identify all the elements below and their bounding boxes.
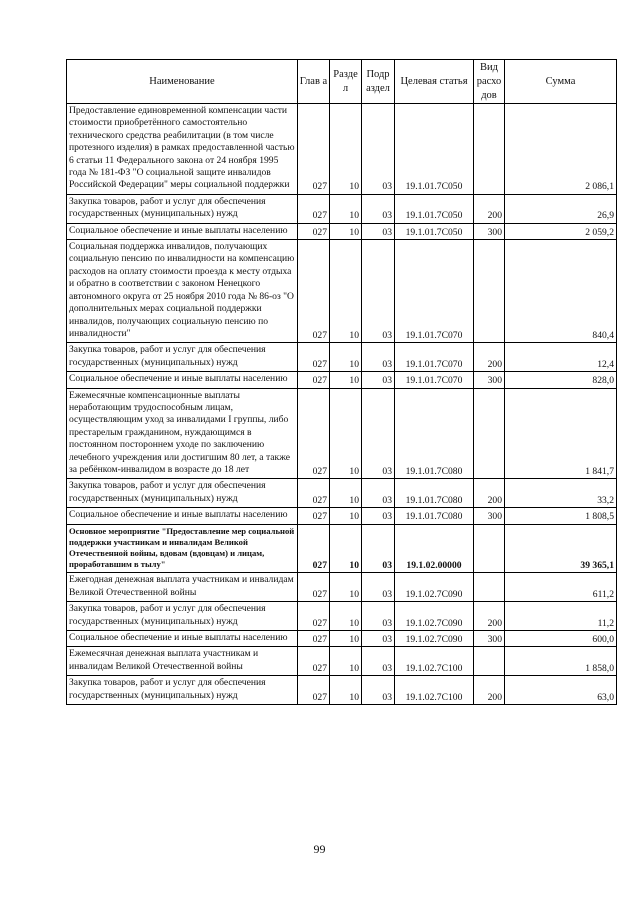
cell-section: 10 — [330, 223, 362, 239]
cell-target: 19.1.02.7С100 — [395, 676, 474, 705]
table-row — [67, 676, 617, 705]
table-row — [67, 573, 617, 602]
cell-section: 10 — [330, 647, 362, 676]
cell-chapter: 027 — [298, 508, 330, 524]
header-target: Целевая статья — [395, 60, 474, 104]
cell-target: 19.1.02.7С090 — [395, 631, 474, 647]
cell-expense-type — [474, 240, 505, 343]
cell-expense-type: 300 — [474, 223, 505, 239]
cell-expense-type: 300 — [474, 372, 505, 388]
table-row — [67, 223, 617, 239]
cell-name: Социальное обеспечение и иные выплаты населению — [67, 508, 298, 524]
table-body — [67, 104, 617, 705]
cell-subsection: 03 — [362, 479, 395, 508]
cell-name: Социальное обеспечение и иные выплаты населению — [67, 631, 298, 647]
table-row — [67, 240, 617, 343]
cell-name: Закупка товаров, работ и услуг для обеспечения государственных (муниципальных) нужд — [67, 343, 298, 372]
cell-name: Ежемесячные компенсационные выплаты неработающим трудоспособным лицам, осуществляющим уход за инвалидами I группы, либо престарелым гражданином, нуждающимся в постоянном постороннем уходе по заключению лечебного учреждения или достигшим 80 лет, а также за ребёнком-инвалидом в возрасте до 18 лет — [67, 388, 298, 479]
cell-target: 19.1.01.7С080 — [395, 388, 474, 479]
cell-chapter: 027 — [298, 631, 330, 647]
cell-chapter: 027 — [298, 602, 330, 631]
cell-subsection: 03 — [362, 524, 395, 573]
cell-expense-type — [474, 388, 505, 479]
cell-amount: 33,2 — [505, 479, 617, 508]
cell-expense-type: 200 — [474, 602, 505, 631]
cell-section: 10 — [330, 479, 362, 508]
header-amount: Сумма — [505, 60, 617, 104]
cell-section: 10 — [330, 631, 362, 647]
table-row — [67, 343, 617, 372]
cell-target: 19.1.02.7С090 — [395, 602, 474, 631]
cell-section: 10 — [330, 343, 362, 372]
cell-name: Предоставление единовременной компенсации части стоимости приобретённого самостоятельно технического средства реабилитации (в том числе протезного изделия) в рамках предоставленной частью 6 статьи 11 Федерального закона от 24 ноября 1995 года № 181-ФЗ "О социальной защите инвалидов Российской Федерации" меры социальной поддержки — [67, 104, 298, 195]
cell-name: Ежемесячная денежная выплата участникам и инвалидам Великой Отечественной войны — [67, 647, 298, 676]
cell-name: Социальное обеспечение и иные выплаты населению — [67, 223, 298, 239]
cell-amount: 1 808,5 — [505, 508, 617, 524]
cell-target: 19.1.01.7С080 — [395, 479, 474, 508]
table-row — [67, 508, 617, 524]
cell-chapter: 027 — [298, 479, 330, 508]
cell-section: 10 — [330, 388, 362, 479]
cell-section: 10 — [330, 676, 362, 705]
cell-chapter: 027 — [298, 104, 330, 195]
cell-section: 10 — [330, 524, 362, 573]
cell-subsection: 03 — [362, 676, 395, 705]
cell-target: 19.1.01.7С050 — [395, 223, 474, 239]
cell-amount: 2 059,2 — [505, 223, 617, 239]
cell-expense-type: 300 — [474, 508, 505, 524]
cell-amount: 2 086,1 — [505, 104, 617, 195]
header-section: Разде л — [330, 60, 362, 104]
cell-chapter: 027 — [298, 343, 330, 372]
cell-target: 19.1.02.7С100 — [395, 647, 474, 676]
cell-name: Социальное обеспечение и иные выплаты населению — [67, 372, 298, 388]
header-expense-type: Вид расхо дов — [474, 60, 505, 104]
table-row — [67, 479, 617, 508]
cell-section: 10 — [330, 573, 362, 602]
cell-amount: 828,0 — [505, 372, 617, 388]
table-row — [67, 602, 617, 631]
budget-table — [66, 59, 617, 705]
cell-target: 19.1.01.7С070 — [395, 240, 474, 343]
cell-chapter: 027 — [298, 573, 330, 602]
cell-chapter: 027 — [298, 676, 330, 705]
cell-amount: 11,2 — [505, 602, 617, 631]
cell-chapter: 027 — [298, 524, 330, 573]
cell-subsection: 03 — [362, 104, 395, 195]
cell-amount: 1 841,7 — [505, 388, 617, 479]
cell-subsection: 03 — [362, 573, 395, 602]
cell-chapter: 027 — [298, 372, 330, 388]
cell-subsection: 03 — [362, 343, 395, 372]
cell-expense-type — [474, 524, 505, 573]
cell-target: 19.1.02.00000 — [395, 524, 474, 573]
cell-name: Социальная поддержка инвалидов, получающих социальную пенсию по инвалидности на компенсацию расходов на оплату стоимости проезда к месту отдыха и обратно в соответствии с законом Ненецкого автономного округа от 25 ноября 2010 года № 86-оз "О дополнительных мерах социальной поддержки инвалидов, получающих социальную пенсию по инвалидности" — [67, 240, 298, 343]
table-row-main-activity — [67, 524, 617, 573]
page-number: 99 — [313, 842, 326, 856]
cell-expense-type — [474, 104, 505, 195]
cell-section: 10 — [330, 602, 362, 631]
cell-chapter: 027 — [298, 194, 330, 223]
table-row — [67, 631, 617, 647]
cell-amount: 600,0 — [505, 631, 617, 647]
cell-subsection: 03 — [362, 223, 395, 239]
cell-target: 19.1.01.7С080 — [395, 508, 474, 524]
table-row — [67, 104, 617, 195]
cell-target: 19.1.01.7С050 — [395, 104, 474, 195]
cell-subsection: 03 — [362, 240, 395, 343]
cell-subsection: 03 — [362, 631, 395, 647]
cell-name: Ежегодная денежная выплата участникам и инвалидам Великой Отечественной войны — [67, 573, 298, 602]
table-header-row — [67, 60, 617, 104]
cell-chapter: 027 — [298, 223, 330, 239]
cell-amount: 63,0 — [505, 676, 617, 705]
cell-expense-type — [474, 647, 505, 676]
cell-name: Закупка товаров, работ и услуг для обеспечения государственных (муниципальных) нужд — [67, 479, 298, 508]
table-row — [67, 194, 617, 223]
cell-name: Закупка товаров, работ и услуг для обеспечения государственных (муниципальных) нужд — [67, 194, 298, 223]
cell-subsection: 03 — [362, 194, 395, 223]
cell-expense-type: 200 — [474, 343, 505, 372]
cell-subsection: 03 — [362, 388, 395, 479]
cell-target: 19.1.01.7С070 — [395, 372, 474, 388]
cell-expense-type: 200 — [474, 194, 505, 223]
table-row — [67, 647, 617, 676]
cell-target: 19.1.01.7С050 — [395, 194, 474, 223]
cell-section: 10 — [330, 240, 362, 343]
cell-amount: 12,4 — [505, 343, 617, 372]
header-subsection: Подр аздел — [362, 60, 395, 104]
table-row — [67, 388, 617, 479]
cell-name: Закупка товаров, работ и услуг для обеспечения государственных (муниципальных) нужд — [67, 676, 298, 705]
cell-chapter: 027 — [298, 240, 330, 343]
cell-chapter: 027 — [298, 647, 330, 676]
cell-amount: 1 858,0 — [505, 647, 617, 676]
header-name: Наименование — [67, 60, 298, 104]
cell-subsection: 03 — [362, 372, 395, 388]
cell-amount: 611,2 — [505, 573, 617, 602]
cell-expense-type: 200 — [474, 479, 505, 508]
cell-expense-type: 300 — [474, 631, 505, 647]
cell-section: 10 — [330, 104, 362, 195]
cell-name: Основное мероприятие "Предоставление мер социальной поддержки участникам и инвалидам Великой Отечественной войны, вдовам (вдовцам) и лицам, проработавшим в тылу" — [67, 524, 298, 573]
table-row — [67, 372, 617, 388]
cell-chapter: 027 — [298, 388, 330, 479]
cell-subsection: 03 — [362, 647, 395, 676]
cell-expense-type — [474, 573, 505, 602]
cell-subsection: 03 — [362, 508, 395, 524]
cell-section: 10 — [330, 508, 362, 524]
cell-target: 19.1.02.7С090 — [395, 573, 474, 602]
cell-amount: 840,4 — [505, 240, 617, 343]
cell-expense-type: 200 — [474, 676, 505, 705]
cell-section: 10 — [330, 372, 362, 388]
cell-name: Закупка товаров, работ и услуг для обеспечения государственных (муниципальных) нужд — [67, 602, 298, 631]
cell-target: 19.1.01.7С070 — [395, 343, 474, 372]
cell-amount: 39 365,1 — [505, 524, 617, 573]
cell-section: 10 — [330, 194, 362, 223]
header-chapter: Глав а — [298, 60, 330, 104]
cell-subsection: 03 — [362, 602, 395, 631]
cell-amount: 26,9 — [505, 194, 617, 223]
